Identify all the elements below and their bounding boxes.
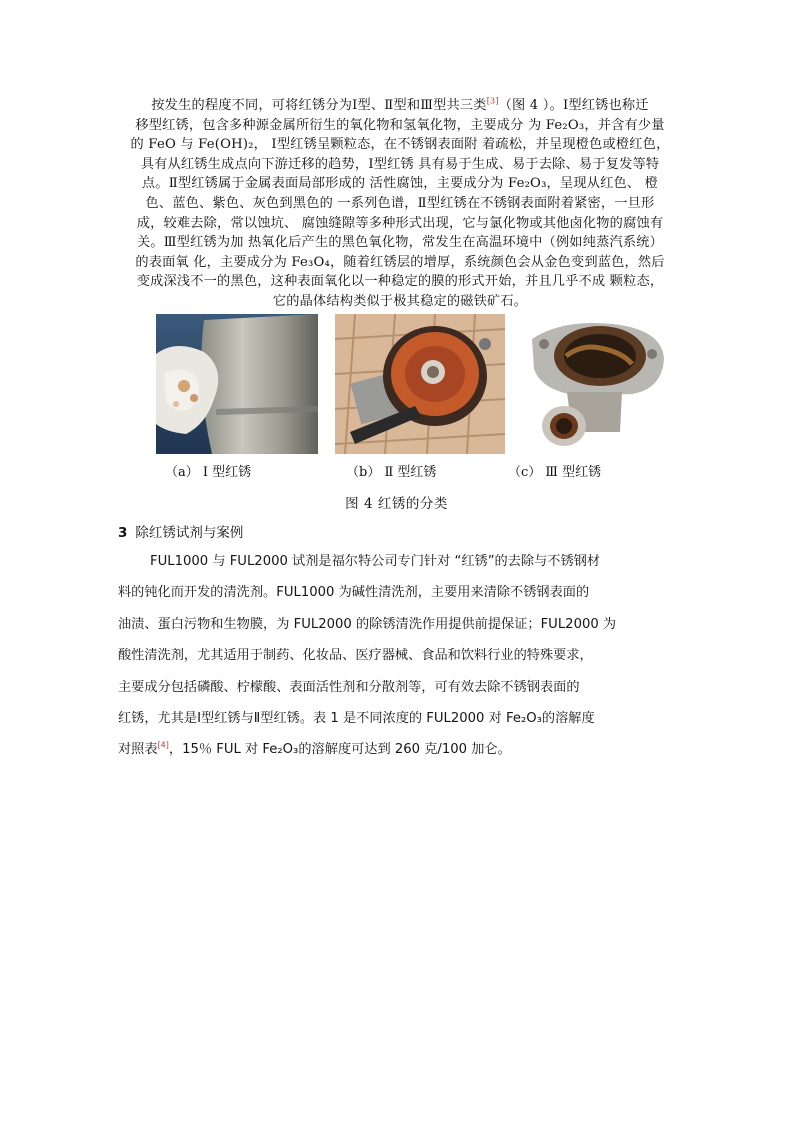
- caption-b: （b） Ⅱ 型红锈: [346, 465, 437, 480]
- photo-type2-rust: [335, 314, 505, 454]
- photo-type1-rust: [156, 314, 318, 454]
- text-line: 变成深浅不一的黑色，这种表面氧化以一种稳定的膜的形式开始，并且几乎不成 颗粒态，: [136, 274, 664, 290]
- text-line: 油渍、蛋白污物和生物膜，为 FUL2000 的除锈清洗作用提供前提保证；FUL2000 为: [118, 616, 617, 632]
- text-run: 对照表: [118, 742, 158, 758]
- text-line: 主要成分包括磷酸、柠檬酸、表面活性剂和分散剂等，可有效去除不锈钢表面的: [118, 679, 580, 695]
- text-line: 色、蓝色、紫色、灰色到黑色的 一系列色谱，Ⅱ型红锈在不锈钢表面附着紧密，一旦形: [145, 195, 655, 211]
- text-run: （图 4 ）。Ⅰ型红锈也称迁: [498, 98, 649, 113]
- text-line: [110, 96, 690, 116]
- citation-ref[interactable]: [3]: [486, 96, 499, 106]
- caption-a: （a） Ⅰ 型红锈: [165, 465, 252, 480]
- figure-4-images: [0, 314, 793, 454]
- section-title: 除红锈试剂与案例: [135, 525, 244, 541]
- citation-ref[interactable]: [4]: [157, 741, 169, 751]
- text-line: 移型红锈，包含多种源金属所衍生的氧化物和氢氧化物，主要成分 为 Fe₂O₃，并含有少量: [135, 117, 665, 133]
- text-line: 关。Ⅲ型红锈为加 热氧化后产生的黑色氧化物，常发生在高温环境中（例如纯蒸汽系统）: [136, 235, 664, 251]
- text-line: 的 FeO 与 Fe(OH)₂， Ⅰ型红锈呈颗粒态，在不锈钢表面附 着疏松，并呈现橙色或橙红色，: [130, 137, 670, 153]
- text-line: 点。Ⅱ型红锈属于金属表面局部形成的 活性腐蚀，主要成分为 Fe₂O₃，呈现从红色、 橙: [141, 176, 659, 192]
- section-heading: [118, 521, 243, 541]
- figure-title: 图 4 红锈的分类: [345, 496, 448, 512]
- text-line: 它的晶体结构类似于极其稳定的磁铁矿石。: [272, 293, 528, 309]
- text-line: 成，较难去除，常以蚀坑、 腐蚀缝隙等多种形式出现，它与氯化物或其他卤化物的腐蚀有: [136, 215, 664, 231]
- text-run: 按发生的程度不同，可将红锈分为Ⅰ型、Ⅱ型和Ⅲ型共三类: [151, 98, 487, 113]
- text-line: 料的钝化而开发的清洗剂。FUL1000 为碱性清洗剂，主要用来清除不锈钢表面的: [118, 585, 590, 601]
- text-run: ，15％ FUL 对 Fe₂O₃的溶解度可达到 260 克/100 加仑。: [168, 742, 511, 758]
- intro-paragraph: [110, 96, 690, 312]
- caption-c: （c） Ⅲ 型红锈: [508, 465, 602, 480]
- text-line: 具有从红锈生成点向下游迁移的趋势，Ⅰ型红锈 具有易于生成、易于去除、易于复发等特: [140, 156, 660, 172]
- text-line: FUL1000 与 FUL2000 试剂是福尔特公司专门针对 “红锈”的去除与不锈钢材: [150, 554, 601, 569]
- text-line: 红锈，尤其是Ⅰ型红锈与Ⅱ型红锈。表 1 是不同浓度的 FUL2000 对 Fe₂O₃的溶解度: [118, 711, 595, 727]
- section-number: 3: [118, 525, 128, 541]
- text-line: 的表面氧 化，主要成分为 Fe₃O₄，随着红锈层的增厚，系统颜色会从金色变到蓝色，然后: [135, 254, 665, 270]
- body-paragraph: [118, 546, 688, 766]
- photo-type3-rust: [522, 314, 670, 454]
- text-line: [118, 734, 688, 765]
- text-line: 酸性清洗剂，尤其适用于制药、化妆品、医疗器械、食品和饮料行业的特殊要求，: [118, 648, 593, 664]
